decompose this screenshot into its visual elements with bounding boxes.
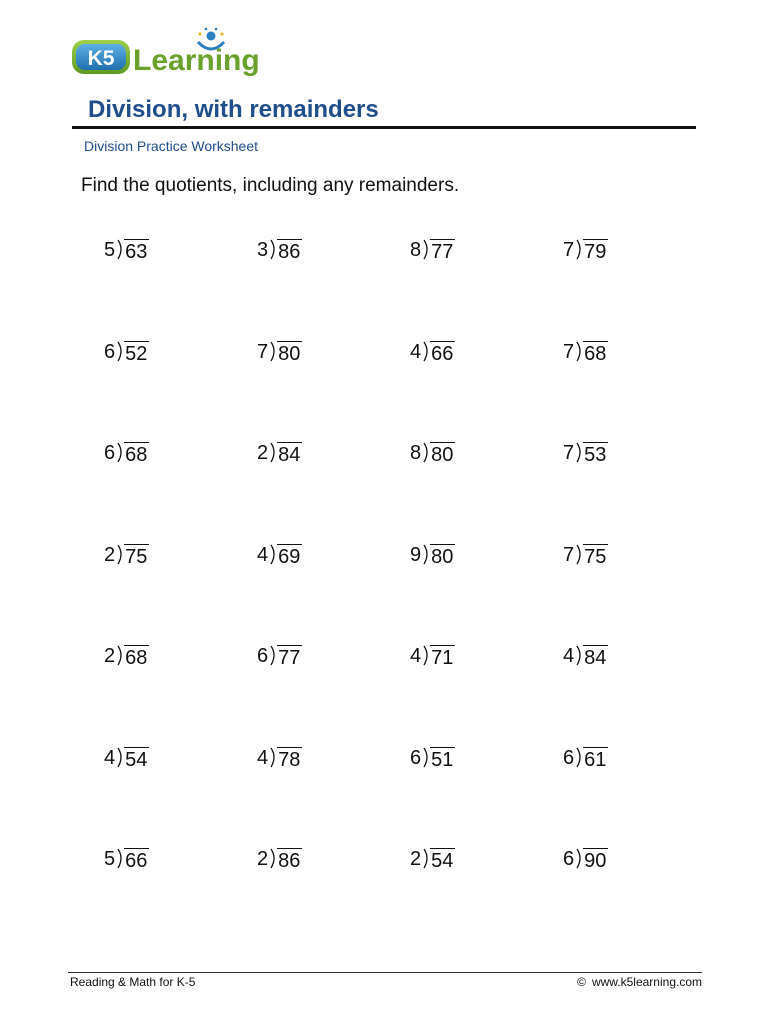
division-bracket-icon [575,847,583,869]
division-problem [104,746,257,772]
dividend: 53 [584,444,607,466]
logo-word-text: Learning [133,44,260,77]
divisor: 2 [257,848,269,870]
divisor: 7 [563,239,575,261]
dividend: 71 [431,647,454,669]
division-problem [563,644,716,670]
division-bracket-icon [269,340,277,362]
divisor: 6 [410,746,422,769]
k5-logo-graphic [70,26,265,80]
division-problem [410,441,563,467]
divisor: 8 [410,442,422,464]
division-bracket-icon [575,746,583,768]
division-problem [410,847,563,873]
division-problem [257,238,410,264]
division-bracket-icon [116,644,124,666]
dividend: 84 [584,647,607,669]
division-bracket-icon [422,644,430,666]
footer-divider [68,972,702,973]
divisor: 6 [257,645,269,667]
divisor: 7 [257,340,269,363]
dividend: 79 [584,241,607,263]
division-bracket-icon [422,543,430,565]
dividend: 75 [584,545,607,568]
k5-learning-logo [70,26,265,80]
dividend: 90 [584,850,607,872]
division-problem [563,441,716,467]
instructions-text: Find the quotients, including any remainders. [81,175,460,196]
divisor: 3 [257,239,269,261]
dividend: 86 [278,241,301,263]
dividend: 61 [584,748,607,771]
division-bracket-icon [116,441,124,463]
divisor: 7 [563,340,575,363]
divisor: 4 [257,746,269,769]
divisor: 4 [563,645,575,667]
division-bracket-icon [269,238,277,260]
dividend: 86 [278,850,301,872]
divisor: 6 [104,340,116,363]
division-bracket-icon [269,847,277,869]
divisor: 9 [410,543,422,566]
division-problem [257,644,410,670]
division-problem [563,238,716,264]
division-problem [410,543,563,569]
divisor: 2 [104,645,116,667]
division-problem [104,543,257,569]
divisor: 6 [104,442,116,464]
division-problem [257,340,410,366]
divisor: 2 [104,543,116,566]
worksheet-subtitle: Division Practice Worksheet [84,138,259,154]
division-problem [104,238,257,264]
division-bracket-icon [575,340,583,362]
footer-website [577,975,702,989]
division-bracket-icon [116,746,124,768]
divisor: 7 [563,442,575,464]
copyright-symbol: © [577,975,586,989]
division-bracket-icon [422,238,430,260]
divisor: 4 [410,340,422,363]
dividend: 68 [125,444,148,466]
page-title: Division, with remainders [88,96,379,123]
divisor: 4 [410,645,422,667]
dividend: 75 [125,545,148,568]
division-problem [410,238,563,264]
divisor: 2 [257,442,269,464]
division-problem [257,746,410,772]
dividend: 80 [278,342,301,365]
division-problem [563,543,716,569]
divisor: 5 [104,848,116,870]
division-problem [563,746,716,772]
division-problem [410,340,563,366]
dividend: 52 [125,342,148,365]
footer-url: www.k5learning.com [591,975,702,989]
division-problem [563,847,716,873]
division-bracket-icon [422,340,430,362]
division-bracket-icon [269,441,277,463]
division-problem [104,644,257,670]
divisor: 8 [410,239,422,261]
problem-grid [104,238,716,949]
divisor: 6 [563,746,575,769]
dividend: 54 [431,850,454,872]
divisor: 6 [563,848,575,870]
division-bracket-icon [575,543,583,565]
dividend: 66 [125,850,148,872]
division-bracket-icon [116,238,124,260]
divisor: 2 [410,848,422,870]
division-bracket-icon [575,238,583,260]
title-divider [72,126,696,129]
divisor: 7 [563,543,575,566]
division-bracket-icon [575,441,583,463]
divisor: 4 [257,543,269,566]
division-bracket-icon [575,644,583,666]
division-problem [104,847,257,873]
dividend: 69 [278,545,301,568]
division-problem [410,746,563,772]
dividend: 66 [431,342,454,365]
division-bracket-icon [422,847,430,869]
dividend: 63 [125,241,148,263]
dividend: 68 [125,647,148,669]
division-bracket-icon [116,340,124,362]
divisor: 4 [104,746,116,769]
dividend: 54 [125,748,148,771]
division-bracket-icon [116,543,124,565]
division-bracket-icon [269,543,277,565]
dividend: 78 [278,748,301,771]
division-problem [257,847,410,873]
division-problem [257,543,410,569]
dividend: 68 [584,342,607,365]
division-problem [104,340,257,366]
division-problem [563,340,716,366]
dividend: 77 [431,241,454,263]
division-problem [410,644,563,670]
division-bracket-icon [269,644,277,666]
division-bracket-icon [116,847,124,869]
logo-k5-text: K5 [87,47,115,70]
dividend: 77 [278,647,301,669]
dividend: 51 [431,748,454,771]
divisor: 5 [104,239,116,261]
dividend: 80 [431,545,454,568]
division-bracket-icon [269,746,277,768]
division-bracket-icon [422,441,430,463]
division-bracket-icon [422,746,430,768]
footer-tagline: Reading & Math for K-5 [70,975,196,989]
dividend: 84 [278,444,301,466]
dividend: 80 [431,444,454,466]
division-problem [257,441,410,467]
division-problem [104,441,257,467]
